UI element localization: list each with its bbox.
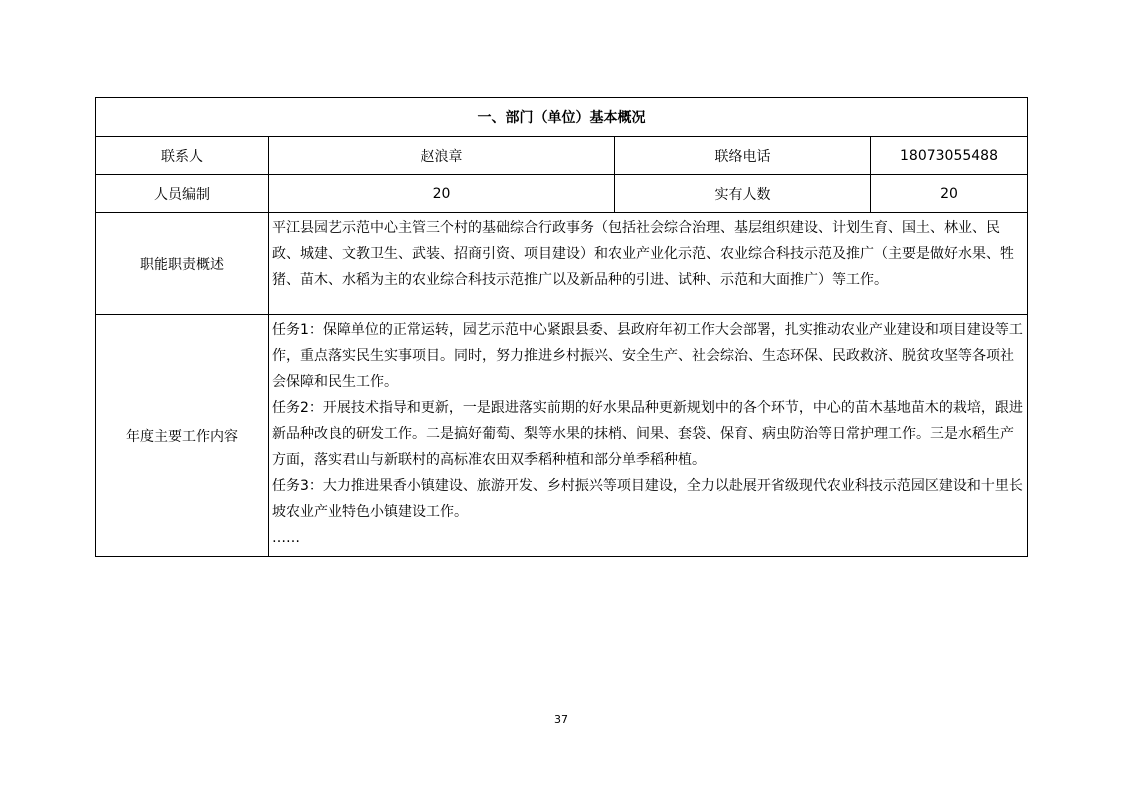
staff-quota-label: 人员编制 [96, 175, 269, 213]
phone-label: 联络电话 [615, 137, 871, 175]
staff-quota-value: 20 [269, 175, 615, 213]
table-title-row [96, 98, 1028, 137]
phone-value: 18073055488 [871, 137, 1028, 175]
basic-info-table [95, 97, 1028, 557]
contact-row [96, 137, 1028, 175]
annual-work-row [96, 315, 1028, 557]
page-number: 37 [554, 713, 568, 726]
table-title: 一、部门（单位）基本概况 [96, 98, 1028, 137]
task-2: 任务2：开展技术指导和更新，一是跟进落实前期的好水果品种更新规划中的各个环节，中心的苗木基地苗木的栽培，跟进新品种改良的研发工作。二是搞好葡萄、梨等水果的抹梢、间果、套袋、保育、病虫防治等日常护理工作。三是水稻生产方面，落实君山与新联村的高标准农田双季稻种植和部分单季稻种植。 [272, 400, 1023, 468]
duties-label: 职能职责概述 [96, 213, 269, 315]
actual-staff-label: 实有人数 [615, 175, 871, 213]
task-3: 任务3：大力推进果香小镇建设、旅游开发、乡村振兴等项目建设，全力以赴展开省级现代农业科技示范园区建设和十里长坡农业产业特色小镇建设工作。 [272, 478, 1023, 520]
contact-label: 联系人 [96, 137, 269, 175]
task-1: 任务1：保障单位的正常运转，园艺示范中心紧跟县委、县政府年初工作大会部署，扎实推动农业产业建设和项目建设等工作，重点落实民生实事项目。同时，努力推进乡村振兴、安全生产、社会综治、生态环保、民政救济、脱贫攻坚等各项社会保障和民生工作。 [272, 322, 1023, 390]
staff-row [96, 175, 1028, 213]
task-ellipsis: …… [272, 530, 300, 546]
duties-text [269, 213, 1028, 315]
actual-staff-value: 20 [871, 175, 1028, 213]
annual-work-content [269, 315, 1028, 557]
contact-value: 赵浪章 [269, 137, 615, 175]
annual-work-label: 年度主要工作内容 [96, 315, 269, 557]
duties-paragraph: 平江县园艺示范中心主管三个村的基础综合行政事务（包括社会综合治理、基层组织建设、计划生育、国土、林业、民政、城建、文教卫生、武装、招商引资、项目建设）和农业产业化示范、农业综合科技示范及推广（主要是做好水果、牲猪、苗木、水稻为主的农业综合科技示范推广以及新品种的引进、试种、示范和大面推广）等工作。 [272, 220, 1014, 288]
duties-row [96, 213, 1028, 315]
